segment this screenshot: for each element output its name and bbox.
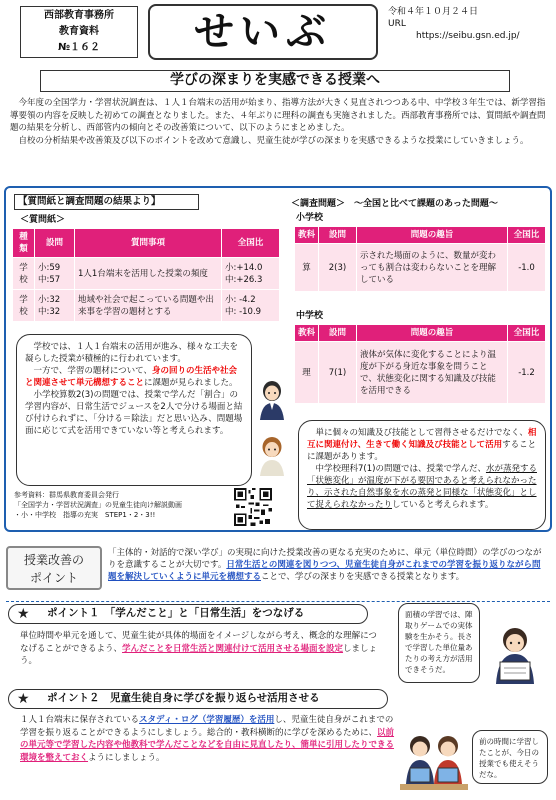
underlined-text: 学んだことを日常生活と関連付けて活用させる場面を設定	[122, 643, 344, 654]
cell-question: 小:32 中:32	[35, 290, 75, 322]
divider	[6, 601, 550, 602]
cell-diff: 小: -4.2 中: -10.9	[222, 290, 280, 322]
questionnaire-table	[12, 228, 280, 322]
balloon-text	[307, 427, 537, 463]
point2-text	[20, 714, 396, 764]
org-name: 西部教育事務所	[44, 10, 114, 21]
doc-type: 教育資料	[59, 26, 99, 37]
table-header-row	[13, 229, 280, 258]
url-link[interactable]: https://seibu.gsn.ed.jp/	[416, 31, 520, 41]
intro-paragraph-2: 自校の分析結果や改善策及び以下のポイントを改めて意識し、児童生徒が学びの深まりを実感できるような授業にしていきましょう。	[18, 135, 529, 146]
col-kind: 種類	[13, 229, 35, 258]
qr-code-icon[interactable]	[234, 488, 272, 526]
student-thought-note: 面積の学習では、陣取りゲームでの実体験を生かそう。長さで学習した単位量あたりの考え方が活用できそうだ。	[398, 603, 480, 683]
star-icon: ★	[17, 691, 30, 707]
balloon-text: 小学校算数2(3)の問題では、授業で学んだ「割合」の学習内容が、日常生活でジュースを2人で分ける場面と結び付けられずに、「分ける＝除法」だと思い込み、問題場面に応じて式を活用できていない等と考えられます。	[25, 390, 243, 436]
questionnaire-label: ＜質問紙＞	[20, 215, 66, 225]
reference-line: 参考資料：群馬県教育委員会発行	[14, 491, 119, 499]
point1-title: ポイント１ 「学んだこと」と「日常生活」をつなげる	[47, 607, 305, 619]
date-url-block	[388, 6, 548, 42]
balloon-text-part: 一方で、学習の題材について、	[33, 366, 152, 376]
col-item: 質問事項	[75, 229, 222, 258]
cell-aim: 示された場面のように、数量が変わっても割合は変わらないことを理解している	[357, 244, 508, 292]
cell-subject: 理	[295, 342, 319, 404]
students-with-tablets-icon	[400, 728, 468, 794]
table-row	[13, 258, 280, 290]
student-with-notebook-icon	[486, 622, 544, 684]
point1-title-bar	[8, 604, 368, 624]
balloon-text-part: 単に個々の知識及び技能として習得させるだけでなく、	[315, 428, 528, 438]
reference-line: ・小・中学校 指導の充実 STEP1・2・3!!	[14, 511, 156, 519]
text-part: しましょう。	[20, 643, 378, 666]
col-aim: 問題の趣旨	[357, 227, 508, 244]
intro-text	[10, 97, 546, 147]
emphasis-text: 相互に関連付け、生きて働く知識及び技能として活用	[307, 428, 537, 450]
table-header-row	[295, 325, 546, 342]
point2-title-bar	[8, 689, 388, 709]
col-diff: 全国比	[508, 227, 546, 244]
star-icon: ★	[17, 606, 30, 622]
cell-question: 2(3)	[319, 244, 357, 292]
table-row	[295, 342, 546, 404]
col-subject: 教科	[295, 325, 319, 342]
issue-number: №１６２	[57, 42, 101, 53]
balloon-text: 学校では、１人１台端末の活用が進み、様々な工夫を凝らした授業が積極的に行われています。	[25, 342, 239, 364]
point2-title: ポイント２ 児童生徒自身に学びを振り返らせ活用させる	[47, 692, 320, 704]
cell-kind: 学校	[13, 258, 35, 290]
underlined-text: 日常生活との関連を図りつつ、児童生徒自身がこれまでの学習を振り返りながら問題を解決していくように単元を構想する	[108, 560, 541, 582]
speech-balloon-jhs	[298, 420, 546, 530]
col-diff: 全国比	[508, 325, 546, 342]
text-part: し、児童生徒自身がこれまでの学習を振り返ることができるようにしましょう。総合的・教科横断的に学びを深めるために、	[20, 715, 394, 738]
teacher-illustration-icon	[256, 378, 288, 420]
newsletter-title: せいぶ	[148, 4, 378, 60]
results-frame	[4, 186, 552, 532]
table-header-row	[295, 227, 546, 244]
cell-diff: -1.0	[508, 244, 546, 292]
url-label: URL	[388, 19, 406, 29]
reference-note	[14, 490, 234, 520]
balloon-text-part: していると考えられます。	[392, 500, 494, 510]
cell-item: 地域や社会で起こっている問題や出来事を学習の題材とする	[75, 290, 222, 322]
text-part: １人１台端末に保存されている	[20, 715, 140, 725]
speech-balloon-elementary	[16, 334, 252, 486]
issuer-box	[20, 6, 138, 58]
intro-paragraph-1: 今年度の全国学力・学習状況調査は、１人１台端末の活用が始まり、指導方法が大きく見直されつつある中、中学校３年生では、新学習指導要領の内容を反映した初めての調査となりました。また、４年ぶりに理科の調査も実施されました。西部教育事務所では、質問紙や調査問題の結果を分析し、西部管内の傾向とその改善策について、以下のようにまとめました。	[10, 98, 546, 133]
table-row	[295, 244, 546, 292]
cell-subject: 算	[295, 244, 319, 292]
points-intro	[108, 547, 548, 583]
cell-diff: 小:+14.0 中:+26.3	[222, 258, 280, 290]
jhs-table	[294, 324, 546, 404]
col-question: 設問	[319, 325, 357, 342]
col-aim: 問題の趣旨	[357, 325, 508, 342]
cell-kind: 学校	[13, 290, 35, 322]
elementary-label: 小学校	[296, 213, 324, 223]
balloon-text-part: することに課題があります。	[307, 440, 537, 462]
cell-diff: -1.2	[508, 342, 546, 404]
headline: 学びの深まりを実感できる授業へ	[40, 70, 510, 92]
badge-line: 授業改善の	[23, 553, 84, 567]
cell-aim: 液体が気体に変化することにより温度が下がる身近な事象を問うことで、状態変化に関する知識及び技能を活用できる	[357, 342, 508, 404]
intro-part: 「主体的・対話的で深い学び」の実現に向けた授業改善の更なる充実のために、単元（単位時間）の学びのつながりを意識することが大切です。	[108, 548, 542, 570]
balloon-text-part: 中学校理科7(1)の問題では、授業で学んだ、	[315, 464, 486, 474]
intro-part: ことで、学びの深まりを実感できる授業となります。	[261, 572, 465, 582]
elementary-table	[294, 226, 546, 292]
jhs-label: 中学校	[296, 311, 324, 321]
underlined-text: 水が蒸発する「状態変化」が温度が下がる要因であると考えられなかったり、示された自然事象を水の蒸発と同様な「状態変化」として捉えられなかったり	[307, 464, 537, 510]
results-title: 【質問紙と調査問題の結果より】	[14, 194, 199, 210]
cell-question: 小:59 中:57	[35, 258, 75, 290]
underlined-text: 以前の単元等で学習した内容や他教科で学んだことなどを自由に見直したり、簡単に引用したりできる環境を整えておく	[20, 727, 395, 763]
balloon-text	[307, 463, 537, 511]
header	[8, 4, 548, 60]
badge-line: ポイント	[29, 571, 78, 585]
col-diff: 全国比	[222, 229, 280, 258]
text-part: ようにしましょう。	[88, 752, 165, 763]
reference-line: 「全国学力・学習状況調査」の児童生徒向け解説動画	[14, 501, 182, 509]
balloon-text	[25, 365, 243, 389]
problems-label: ＜調査問題＞ ～全国と比べて課題のあった問題～	[291, 199, 498, 209]
point1-text	[20, 630, 384, 668]
emphasis-text: 身の回りの生活や社会と関連させて単元構想すること	[25, 366, 238, 388]
table-row	[13, 290, 280, 322]
cell-item: 1人1台端末を活用した授業の頻度	[75, 258, 222, 290]
balloon-text-part: に課題が見られました。	[144, 378, 238, 388]
highlighted-text: スタディ・ログ（学習履歴）を活用	[139, 715, 275, 725]
text-part: 単位時間や単元を通して、児童生徒が具体的場面をイメージしながら考え、概念的な理解につなげることができるよう、	[20, 631, 377, 654]
student-thought-note-2: 前の時間に学習したことが、今日の授業でも使えそうだな。	[472, 730, 548, 784]
improvement-points-badge	[6, 546, 102, 590]
col-question: 設問	[319, 227, 357, 244]
issue-date: 令和４年１０月２４日	[388, 7, 479, 17]
cell-question: 7(1)	[319, 342, 357, 404]
col-question: 設問	[35, 229, 75, 258]
student-illustration-icon	[256, 434, 288, 476]
col-subject: 教科	[295, 227, 319, 244]
